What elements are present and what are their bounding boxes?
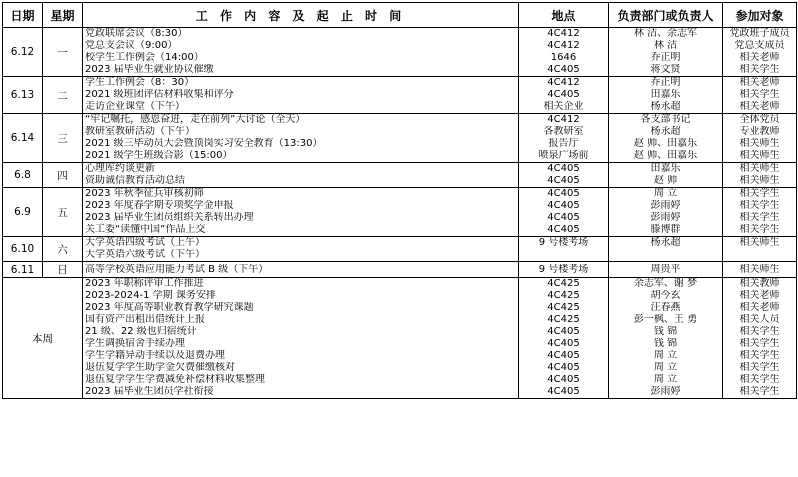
date-cell: 6.12	[3, 28, 43, 77]
content-line: 党政联席会议（8:30）	[85, 28, 188, 39]
date-cell: 6.9	[3, 188, 43, 237]
location-line: 9 号楼考场	[538, 237, 589, 248]
location-cell	[519, 278, 609, 399]
participants-line: 相关学生	[739, 64, 780, 75]
participants-line: 相关老师	[739, 302, 780, 313]
location-line: 相关企业	[543, 101, 584, 112]
date-cell: 6.11	[3, 262, 43, 278]
content-line: 高等学校英语应用能力考试 B 级（下午）	[85, 263, 269, 275]
owner-line: 彭雨婷	[650, 212, 681, 223]
owner-line: 杨永超	[650, 101, 681, 112]
location-line: 4C412	[547, 28, 580, 39]
schedule-group-row	[3, 237, 797, 262]
schedule-group-row	[3, 278, 797, 399]
location-line: 4C405	[547, 64, 580, 75]
content-line: 2021 级班团评估材料收集和评分	[85, 89, 234, 100]
owner-cell	[609, 237, 723, 262]
content-line: 心理库约谈更新	[85, 163, 155, 174]
participants-line: 相关师生	[739, 175, 780, 186]
location-cell	[519, 237, 609, 262]
header-weekday: 星期	[43, 3, 83, 28]
location-line: 4C405	[547, 374, 580, 385]
schedule-body	[3, 28, 797, 399]
schedule-group-row	[3, 114, 797, 163]
content-line: 国有资产出租出借统计上报	[85, 314, 205, 325]
owner-line: 田嘉乐	[650, 163, 681, 174]
participants-line: 相关教师	[739, 278, 780, 289]
location-line: 各教研室	[543, 126, 584, 137]
owner-line: 赵 帅、田嘉乐	[633, 138, 698, 149]
owner-cell	[609, 188, 723, 237]
owner-line: 彭雨婷	[650, 200, 681, 211]
schedule-group-row	[3, 262, 797, 278]
participants-line: 相关学生	[739, 200, 780, 211]
content-line: 2023 届毕业生就业协议催缴	[85, 64, 214, 75]
owner-line: 滕博群	[650, 224, 681, 235]
participants-line: 相关学生	[739, 326, 780, 337]
participants-line: 专业教师	[739, 126, 780, 137]
date-cell: 6.10	[3, 237, 43, 262]
content-cell	[83, 278, 519, 399]
content-line: 教研室教研活动（下午）	[85, 126, 195, 137]
content-line: 2021 级三毕动员大会暨顶岗实习安全教育（13:30）	[85, 138, 323, 149]
participants-line: 相关学生	[739, 386, 780, 397]
schedule-group-row	[3, 28, 797, 77]
participants-line: 相关学生	[739, 212, 780, 223]
content-line: 学生工作例会（8：30）	[85, 77, 195, 88]
location-line: 9 号楼考场	[538, 263, 589, 275]
content-line: “牢记嘱托，感恩奋进，走在前列”大讨论（全天）	[85, 114, 306, 125]
participants-line: 相关老师	[739, 77, 780, 88]
location-line: 4C405	[547, 188, 580, 199]
owner-line: 蒋文贤	[650, 64, 681, 75]
location-line: 4C405	[547, 386, 580, 397]
owner-line: 林 洁、余志军	[633, 28, 698, 39]
content-line: 21 级、22 级也归宿统计	[85, 326, 197, 337]
weekday-cell: 日	[43, 262, 83, 278]
owner-line: 彭一枫、王 勇	[633, 314, 698, 325]
location-line: 4C412	[547, 114, 580, 125]
location-line: 4C405	[547, 224, 580, 235]
participants-cell	[723, 163, 797, 188]
content-cell	[83, 262, 519, 278]
content-cell	[83, 114, 519, 163]
participants-cell	[723, 278, 797, 399]
content-cell	[83, 28, 519, 77]
location-line: 4C425	[547, 278, 580, 289]
owner-line: 钱 锦	[653, 338, 678, 349]
content-line: 2023 年度春学期专项奖学金申报	[85, 200, 234, 211]
content-cell	[83, 163, 519, 188]
owner-line: 林 洁	[653, 40, 678, 51]
participants-cell	[723, 262, 797, 278]
location-line: 4C405	[547, 89, 580, 100]
participants-line: 相关师生	[739, 237, 780, 248]
content-cell	[83, 237, 519, 262]
location-line: 4C405	[547, 326, 580, 337]
location-line: 报告厅	[548, 138, 579, 149]
owner-line: 各支部书记	[640, 114, 691, 125]
owner-line: 杨永超	[650, 126, 681, 137]
weekday-cell: 四	[43, 163, 83, 188]
owner-line: 乔正明	[650, 52, 681, 63]
participants-line: 相关老师	[739, 52, 780, 63]
date-cell: 6.8	[3, 163, 43, 188]
schedule-group-row	[3, 77, 797, 114]
participants-cell	[723, 77, 797, 114]
participants-line	[723, 249, 796, 261]
location-cell	[519, 262, 609, 278]
owner-line: 赵 帅	[653, 175, 678, 186]
date-cell: 6.13	[3, 77, 43, 114]
header-row	[3, 3, 797, 28]
owner-line: 田嘉乐	[650, 89, 681, 100]
participants-line: 相关人员	[739, 314, 780, 325]
header-content: 工 作 内 容 及 起 止 时 间	[83, 3, 519, 28]
weekday-cell: 五	[43, 188, 83, 237]
location-cell	[519, 188, 609, 237]
content-line: 关工委“读懂中国”作品上交	[85, 224, 206, 235]
weekday-cell: 一	[43, 28, 83, 77]
content-line: 走访企业课堂（下午）	[85, 101, 185, 112]
content-line: 退伍复学学生学费减免补偿材料收集整理	[85, 374, 265, 385]
location-line: 4C405	[547, 350, 580, 361]
participants-cell	[723, 28, 797, 77]
location-cell	[519, 114, 609, 163]
participants-line: 相关学生	[739, 362, 780, 373]
participants-line: 相关学生	[739, 350, 780, 361]
owner-cell	[609, 77, 723, 114]
content-line: 2023 届毕业生团员学社衔接	[85, 386, 214, 397]
owner-line: 余志军、谢 梦	[633, 278, 698, 289]
owner-line: 乔正明	[650, 77, 681, 88]
location-line: 4C405	[547, 200, 580, 211]
content-line: 学生调换宿舍手续办理	[85, 338, 185, 349]
participants-line: 相关学生	[739, 89, 780, 100]
content-line: 2023-2024-1 学期 课务安排	[85, 290, 216, 301]
schedule-sheet	[2, 2, 797, 399]
content-line: 校学生工作例会（14:00）	[85, 52, 204, 63]
participants-line: 相关师生	[739, 150, 780, 161]
location-line	[519, 249, 608, 261]
content-line: 2023 年秋季征兵审核初筛	[85, 188, 204, 199]
content-cell	[83, 188, 519, 237]
date-cell: 6.14	[3, 114, 43, 163]
participants-line: 党政班子成员	[729, 28, 790, 39]
owner-line: 周 立	[653, 374, 678, 385]
participants-line: 相关师生	[739, 163, 780, 174]
location-line: 4C425	[547, 302, 580, 313]
location-line: 4C425	[547, 314, 580, 325]
owner-cell	[609, 278, 723, 399]
location-line: 4C405	[547, 175, 580, 186]
location-line: 4C425	[547, 290, 580, 301]
date-cell: 本周	[3, 278, 83, 399]
owner-line: 周贵平	[650, 263, 681, 275]
participants-line: 全体党员	[739, 114, 780, 125]
participants-line: 相关学生	[739, 338, 780, 349]
weekly-schedule-table	[2, 2, 797, 399]
weekday-cell: 三	[43, 114, 83, 163]
content-line: 大学英语四级考试（上午）	[85, 237, 205, 248]
location-cell	[519, 77, 609, 114]
location-line: 1646	[550, 52, 577, 63]
owner-line: 周 立	[653, 350, 678, 361]
owner-line: 赵 帅、田嘉乐	[633, 150, 698, 161]
content-line: 2023 年职称评审工作推进	[85, 278, 204, 289]
location-line: 喷泉广场前	[538, 150, 589, 161]
location-line: 4C405	[547, 362, 580, 373]
content-line: 大学英语六级考试（下午）	[85, 249, 205, 260]
location-cell	[519, 28, 609, 77]
participants-line: 党总支成员	[734, 40, 785, 51]
participants-cell	[723, 237, 797, 262]
content-line: 2023 年度高等职业教育教学研究课题	[85, 302, 254, 313]
content-line: 资助诚信教育活动总结	[85, 175, 185, 186]
content-line: 2023 届毕业生团员组织关系转出办理	[85, 212, 254, 223]
weekday-cell: 二	[43, 77, 83, 114]
owner-line	[609, 249, 722, 261]
owner-cell	[609, 114, 723, 163]
location-line: 4C405	[547, 212, 580, 223]
participants-line: 相关老师	[739, 290, 780, 301]
owner-cell	[609, 262, 723, 278]
content-line: 退伍复学学生助学金欠费催缴核对	[85, 362, 235, 373]
schedule-group-row	[3, 188, 797, 237]
owner-line: 汪春燕	[650, 302, 681, 313]
participants-line: 相关师生	[739, 138, 780, 149]
header-date: 日期	[3, 3, 43, 28]
participants-cell	[723, 188, 797, 237]
owner-line: 周 立	[653, 188, 678, 199]
participants-line: 相关老师	[739, 101, 780, 112]
location-cell	[519, 163, 609, 188]
owner-line: 胡今玄	[650, 290, 681, 301]
header-participants: 参加对象	[723, 3, 797, 28]
location-line: 4C405	[547, 163, 580, 174]
owner-cell	[609, 28, 723, 77]
content-line: 2021 级学生班级合影（15:00）	[85, 150, 233, 161]
owner-cell	[609, 163, 723, 188]
participants-line: 相关学生	[739, 188, 780, 199]
content-cell	[83, 77, 519, 114]
location-line: 4C412	[547, 77, 580, 88]
owner-line: 周 立	[653, 362, 678, 373]
participants-line: 相关师生	[739, 263, 780, 275]
participants-line: 相关学生	[739, 374, 780, 385]
owner-line: 杨永超	[650, 237, 681, 248]
participants-cell	[723, 114, 797, 163]
owner-line: 彭雨婷	[650, 386, 681, 397]
owner-line: 钱 锦	[653, 326, 678, 337]
participants-line: 相关学生	[739, 224, 780, 235]
schedule-group-row	[3, 163, 797, 188]
header-location: 地点	[519, 3, 609, 28]
location-line: 4C412	[547, 40, 580, 51]
header-owner: 负责部门或负责人	[609, 3, 723, 28]
content-line: 学生学籍异动手续以及退费办理	[85, 350, 225, 361]
content-line: 党总支会议（9:00）	[85, 40, 178, 51]
weekday-cell: 六	[43, 237, 83, 262]
location-line: 4C405	[547, 338, 580, 349]
